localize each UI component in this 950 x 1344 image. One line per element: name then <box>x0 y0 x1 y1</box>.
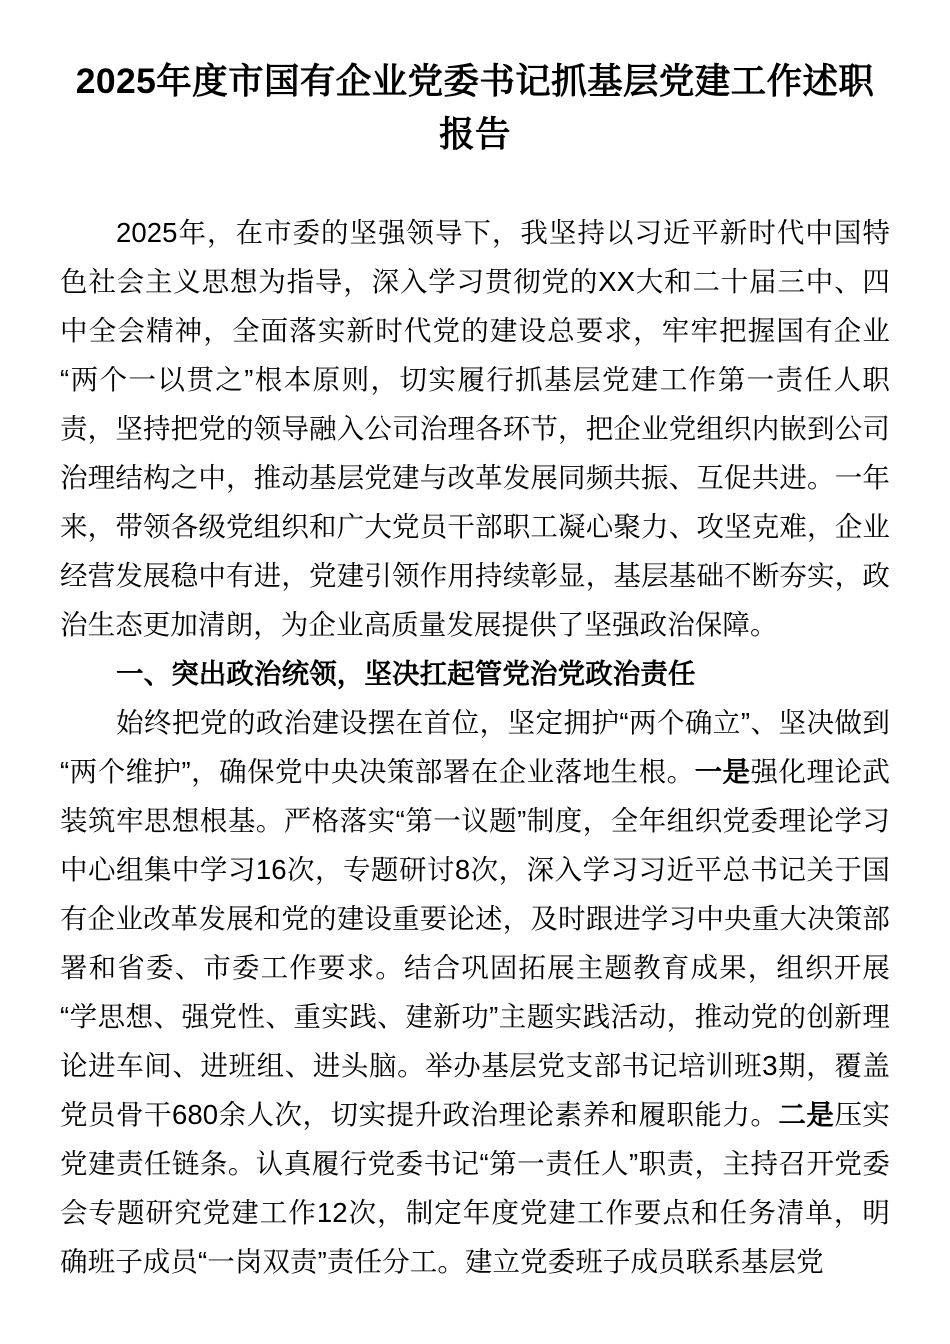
title-spacer <box>60 161 890 208</box>
text-run: 压实党建责任链条。认真履行党委书记“第一责任人”职责，主持召开党委会专题研究党建工作12次，制定年度党建工作要点和任务清单，明确班子成员“一岗双责”责任分工。建立党委班子成员联系基层党 <box>60 1099 890 1277</box>
document-body <box>60 0 890 1286</box>
section-1-body-paragraph <box>60 698 890 1286</box>
text-run: 始终把党的政治建设摆在首位，坚定拥护“两个确立”、坚决做到“两个维护”，确保党中央决策部署在企业落地生根。 <box>60 707 890 787</box>
emphasis-run: 二是 <box>778 1099 835 1130</box>
opening-paragraph <box>60 208 890 649</box>
emphasis-run: 一、突出政治统领，坚决扛起管党治党政治责任 <box>116 658 696 689</box>
section-heading-1 <box>60 649 890 698</box>
document-blocks <box>60 208 890 1286</box>
page-title: 2025年度市国有企业党委书记抓基层党建工作述职报告 <box>75 61 875 154</box>
text-run: 强化理论武装筑牢思想根基。严格落实“第一议题”制度，全年组织党委理论学习中心组集中学习16次，专题研讨8次，深入学习习近平总书记关于国有企业改革发展和党的建设重要论述，及时跟进学习中央重大决策部署和省委、市委工作要求。结合巩固拓展主题教育成果，组织开展“学思想、强党性、重实践、建新功”主题实践活动，推动党的创新理论进车间、进班组、进头脑。举办基层党支部书记培训班3期，覆盖党员骨干680余人次，切实提升政治理论素养和履职能力。 <box>60 756 891 1130</box>
emphasis-run: 一是 <box>694 756 751 787</box>
text-run: 2025年，在市委的坚强领导下，我坚持以习近平新时代中国特色社会主义思想为指导，深入学习贯彻党的XX大和二十届三中、四中全会精神，全面落实新时代党的建设总要求，牢牢把握国有企业“两个一以贯之”根本原则，切实履行抓基层党建工作第一责任人职责，坚持把党的领导融入公司治理各环节，把企业党组织内嵌到公司治理结构之中，推动基层党建与改革发展同频共振、互促共进。一年来，带领各级党组织和广大党员干部职工凝心聚力、攻坚克难，企业经营发展稳中有进，党建引领作用持续彰显，基层基础不断夯实，政治生态更加清朗，为企业高质量发展提供了坚强政治保障。 <box>60 217 890 640</box>
